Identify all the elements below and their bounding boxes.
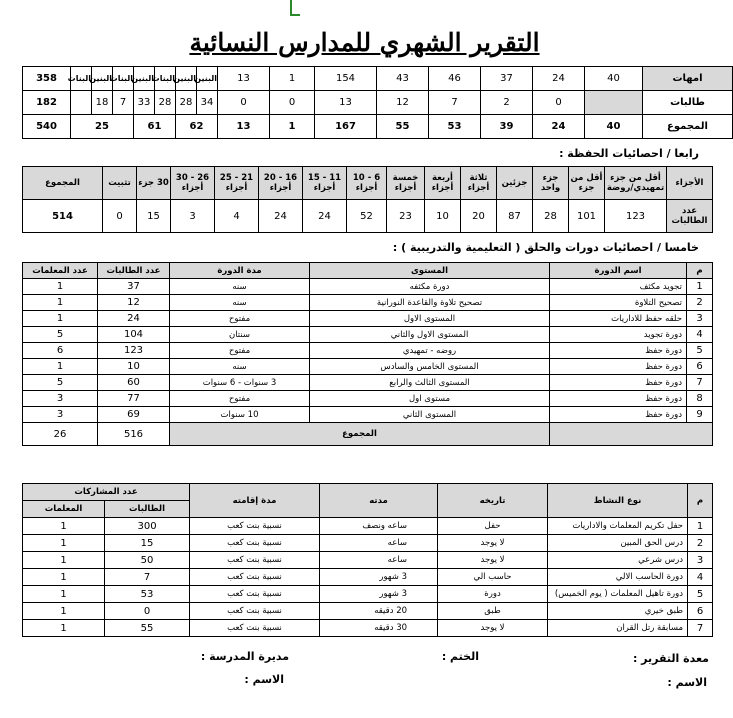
cell: 182	[23, 91, 71, 115]
cell: دورة تاهيل المعلمات ( يوم الخميس)	[548, 586, 688, 603]
cell: درس شرعي	[548, 552, 688, 569]
cell: ساعه	[320, 552, 438, 569]
cell: 43	[377, 67, 429, 91]
cell: دورة حفظ	[550, 359, 687, 375]
cell: 40	[585, 67, 643, 91]
cell: البنات	[155, 67, 176, 91]
table-row	[23, 620, 713, 637]
cell: 1	[23, 518, 105, 535]
total-label: المجموع	[170, 423, 550, 446]
cell: 6	[688, 603, 713, 620]
cell: المستوى الثالث والرابع	[310, 375, 550, 391]
table-row	[23, 391, 713, 407]
cell: 28	[155, 91, 176, 115]
table-header-row	[23, 263, 713, 279]
cell	[550, 423, 713, 446]
courses-table	[22, 262, 713, 446]
cell: مسابقة رتل القران	[548, 620, 688, 637]
cell: مفتوح	[170, 343, 310, 359]
cell: المستوى الاول	[310, 311, 550, 327]
header-cell: 11 - 15 أجزاء	[303, 167, 347, 200]
cell: 540	[23, 115, 71, 139]
cell: 1	[687, 279, 713, 295]
cell: 77	[98, 391, 170, 407]
section-heading: خامسا / احصائيات دورات والحلق ( التعليمية والتدريبية ) :	[392, 241, 699, 254]
header-cell: أقل من جزء تمهيدي/روضة	[605, 167, 667, 200]
cell: 12	[377, 91, 429, 115]
preparer-label: معدة التقرير :	[632, 652, 709, 665]
cell: 69	[98, 407, 170, 423]
cell: حلقه حفظ للاداريات	[550, 311, 687, 327]
cell: 3	[171, 200, 215, 233]
cell: 0	[103, 200, 137, 233]
cell: 1	[688, 518, 713, 535]
cell: سنه	[170, 279, 310, 295]
cell: نسبية بنت كعب	[190, 535, 320, 552]
summary-table	[22, 66, 733, 139]
header-cell: اسم الدورة	[550, 263, 687, 279]
table-row	[23, 295, 713, 311]
cell: 1	[23, 620, 105, 637]
table-row	[23, 343, 713, 359]
header-cell: م	[687, 263, 713, 279]
cell: 24	[98, 311, 170, 327]
cell: البنين	[176, 67, 197, 91]
table-row	[23, 200, 713, 233]
principal-label: مديرة المدرسة :	[200, 650, 289, 663]
cell: 1	[23, 586, 105, 603]
cell: 53	[105, 586, 190, 603]
cell: 3	[688, 552, 713, 569]
cell: 0	[218, 91, 270, 115]
cell: 28	[176, 91, 197, 115]
header-cell: نوع النشاط	[548, 484, 688, 518]
cell: 1	[270, 67, 315, 91]
header-cell: جزء واحد	[533, 167, 569, 200]
cell: دورة حفظ	[550, 407, 687, 423]
cell: 13	[218, 67, 270, 91]
cell: نسبية بنت كعب	[190, 569, 320, 586]
row-label: المجموع	[643, 115, 733, 139]
header-cell: عدد الطالبات	[98, 263, 170, 279]
table-row	[23, 327, 713, 343]
total-students: 516	[98, 423, 170, 446]
row-label: عدد الطالبات	[667, 200, 713, 233]
cell: ساعه ونصف	[320, 518, 438, 535]
header-cell: المستوى	[310, 263, 550, 279]
cell: لا يوجد	[438, 620, 548, 637]
cell: دورة حفظ	[550, 391, 687, 407]
cell: دورة مكثفه	[310, 279, 550, 295]
cell: لا يوجد	[438, 552, 548, 569]
cell: 5	[688, 586, 713, 603]
cell: 1	[23, 603, 105, 620]
row-label: طالبات	[643, 91, 733, 115]
cell: 18	[92, 91, 113, 115]
cell: لا يوجد	[438, 535, 548, 552]
cell: 167	[315, 115, 377, 139]
header-cell: خمسة أجزاء	[387, 167, 425, 200]
cell: 52	[347, 200, 387, 233]
header-cell: المعلمات	[23, 501, 105, 518]
cell: نسبية بنت كعب	[190, 586, 320, 603]
memorizers-table	[22, 166, 713, 233]
table-row	[23, 279, 713, 295]
cell: 15	[105, 535, 190, 552]
cell: 87	[497, 200, 533, 233]
cell: 154	[315, 67, 377, 91]
name-label: الاسم :	[244, 673, 284, 686]
cell: نسبية بنت كعب	[190, 552, 320, 569]
cell: 9	[687, 407, 713, 423]
cell: 37	[98, 279, 170, 295]
header-cell: الأجزاء	[667, 167, 713, 200]
total-teachers: 26	[23, 423, 98, 446]
header-cell: مدته	[320, 484, 438, 518]
table-row	[23, 115, 733, 139]
cell: البنات	[71, 67, 92, 91]
cell: 7	[687, 375, 713, 391]
cell: 7	[688, 620, 713, 637]
cell: مفتوح	[170, 311, 310, 327]
header-cell: م	[688, 484, 713, 518]
header-cell: 30 جزء	[137, 167, 171, 200]
cell: 1	[23, 535, 105, 552]
cell: 5	[687, 343, 713, 359]
cell: نسبية بنت كعب	[190, 620, 320, 637]
cell: 12	[98, 295, 170, 311]
cell: 514	[23, 200, 103, 233]
cell: 24	[533, 67, 585, 91]
cell: 300	[105, 518, 190, 535]
cell: 5	[23, 375, 98, 391]
header-cell: 6 - 10 أجزاء	[347, 167, 387, 200]
cell: 50	[105, 552, 190, 569]
cell: 2	[688, 535, 713, 552]
header-cell: ثلاثة أجزاء	[461, 167, 497, 200]
cell: 24	[259, 200, 303, 233]
report-title: التقرير الشهري للمدارس النسائية	[189, 28, 540, 57]
cell: سنه	[170, 359, 310, 375]
cell: طبق خيري	[548, 603, 688, 620]
name-label: الاسم :	[667, 676, 707, 689]
cell: 7	[429, 91, 481, 115]
cell: 10 سنوات	[170, 407, 310, 423]
cell: البنات	[113, 67, 134, 91]
cell: 37	[481, 67, 533, 91]
cell	[71, 91, 92, 115]
header-cell: 16 - 20 أجزاء	[259, 167, 303, 200]
table-row	[23, 91, 733, 115]
table-row	[23, 569, 713, 586]
cell: 55	[377, 115, 429, 139]
table-row	[23, 552, 713, 569]
cell: دورة	[438, 586, 548, 603]
cursor-icon	[290, 0, 300, 16]
cell: حفل	[438, 518, 548, 535]
cell: طبق	[438, 603, 548, 620]
stamp-label: الختم :	[441, 650, 479, 663]
cell: 3 شهور	[320, 586, 438, 603]
table-row	[23, 375, 713, 391]
table-row	[23, 311, 713, 327]
header-cell: جزئين	[497, 167, 533, 200]
cell: 10	[425, 200, 461, 233]
cell: 24	[533, 115, 585, 139]
cell: 123	[605, 200, 667, 233]
cell: 3	[687, 311, 713, 327]
cell: نسبية بنت كعب	[190, 518, 320, 535]
cell: البنين	[197, 67, 218, 91]
cell: 358	[23, 67, 71, 91]
cell: 13	[218, 115, 270, 139]
cell: مفتوح	[170, 391, 310, 407]
cell: 6	[687, 359, 713, 375]
cell: تجويد مكثف	[550, 279, 687, 295]
cell: 4	[215, 200, 259, 233]
cell: 10	[98, 359, 170, 375]
cell: درس الحق المبين	[548, 535, 688, 552]
header-cell: الطالبات	[105, 501, 190, 518]
cell: 1	[270, 115, 315, 139]
table-row	[23, 67, 733, 91]
header-cell: عدد المعلمات	[23, 263, 98, 279]
cell: 61	[134, 115, 176, 139]
cell: نسبية بنت كعب	[190, 603, 320, 620]
cell: المستوى الخامس والسادس	[310, 359, 550, 375]
cell: تصحيح تلاوة والقاعدة النورانية	[310, 295, 550, 311]
cell: البنين	[92, 67, 113, 91]
table-row	[23, 586, 713, 603]
cell: 8	[687, 391, 713, 407]
cell: 3 سنوات - 6 سنوات	[170, 375, 310, 391]
header-cell: المجموع	[23, 167, 103, 200]
cell: 4	[688, 569, 713, 586]
header-cell: 26 - 30 أجزاء	[171, 167, 215, 200]
cell: 33	[134, 91, 155, 115]
cell: 13	[315, 91, 377, 115]
cell: 7	[105, 569, 190, 586]
cell: دورة الحاسب الالي	[548, 569, 688, 586]
cell: 62	[176, 115, 218, 139]
cell: 24	[303, 200, 347, 233]
table-row	[23, 535, 713, 552]
cell: دورة حفظ	[550, 343, 687, 359]
cell: 1	[23, 359, 98, 375]
header-cell: عدد المشاركات	[23, 484, 190, 501]
cell: 60	[98, 375, 170, 391]
cell: دورة حفظ	[550, 375, 687, 391]
cell: 55	[105, 620, 190, 637]
header-cell: مدة الدورة	[170, 263, 310, 279]
header-cell: تثبيت	[103, 167, 137, 200]
cell: 0	[270, 91, 315, 115]
cell: 28	[533, 200, 569, 233]
cell: 1	[23, 295, 98, 311]
cell: 6	[23, 343, 98, 359]
table-row	[23, 518, 713, 535]
cell: 15	[137, 200, 171, 233]
table-row	[23, 603, 713, 620]
header-cell: 21 - 25 أجزاء	[215, 167, 259, 200]
cell: تصحيح التلاوة	[550, 295, 687, 311]
cell: البنين	[134, 67, 155, 91]
cell: 0	[533, 91, 585, 115]
cell: دورة تجويد	[550, 327, 687, 343]
cell: ساعه	[320, 535, 438, 552]
cell: 101	[569, 200, 605, 233]
cell: 25	[71, 115, 134, 139]
table-header-row	[23, 484, 713, 501]
cell: 3	[23, 407, 98, 423]
header-cell: تاريخه	[438, 484, 548, 518]
cell: 53	[429, 115, 481, 139]
table-header-row	[23, 167, 713, 200]
cell: 39	[481, 115, 533, 139]
cell: سنه	[170, 295, 310, 311]
section-heading: رابعا / احصائيات الحفظة :	[559, 147, 699, 160]
cell: 3	[23, 391, 98, 407]
table-row	[23, 359, 713, 375]
cell: 34	[197, 91, 218, 115]
cell: 1	[23, 569, 105, 586]
cell: حاسب الي	[438, 569, 548, 586]
cell: المستوى الثاني	[310, 407, 550, 423]
cell: 5	[23, 327, 98, 343]
cell: 30 دقيقه	[320, 620, 438, 637]
cell: 1	[23, 311, 98, 327]
cell: 23	[387, 200, 425, 233]
cell: 104	[98, 327, 170, 343]
cell: مستوى اول	[310, 391, 550, 407]
cell: 2	[687, 295, 713, 311]
cell: 1	[23, 279, 98, 295]
cell: 7	[113, 91, 134, 115]
cell: حفل تكريم المعلمات والاداريات	[548, 518, 688, 535]
cell: 4	[687, 327, 713, 343]
cell: سنتان	[170, 327, 310, 343]
cell: 3 شهور	[320, 569, 438, 586]
cell: 40	[585, 115, 643, 139]
table-row	[23, 407, 713, 423]
header-cell: أربعة أجزاء	[425, 167, 461, 200]
cell: 123	[98, 343, 170, 359]
header-cell: مدة إقامته	[190, 484, 320, 518]
cell: المستوى الاول والثاني	[310, 327, 550, 343]
cell: 46	[429, 67, 481, 91]
header-cell: أقل من جزء	[569, 167, 605, 200]
row-label: امهات	[643, 67, 733, 91]
cell: 20 دقيقه	[320, 603, 438, 620]
cell: 1	[23, 552, 105, 569]
cell	[585, 91, 643, 115]
cell: 20	[461, 200, 497, 233]
cell: 2	[481, 91, 533, 115]
total-row	[23, 423, 713, 446]
cell: روضه - تمهيدي	[310, 343, 550, 359]
cell: 0	[105, 603, 190, 620]
activities-table	[22, 483, 713, 637]
